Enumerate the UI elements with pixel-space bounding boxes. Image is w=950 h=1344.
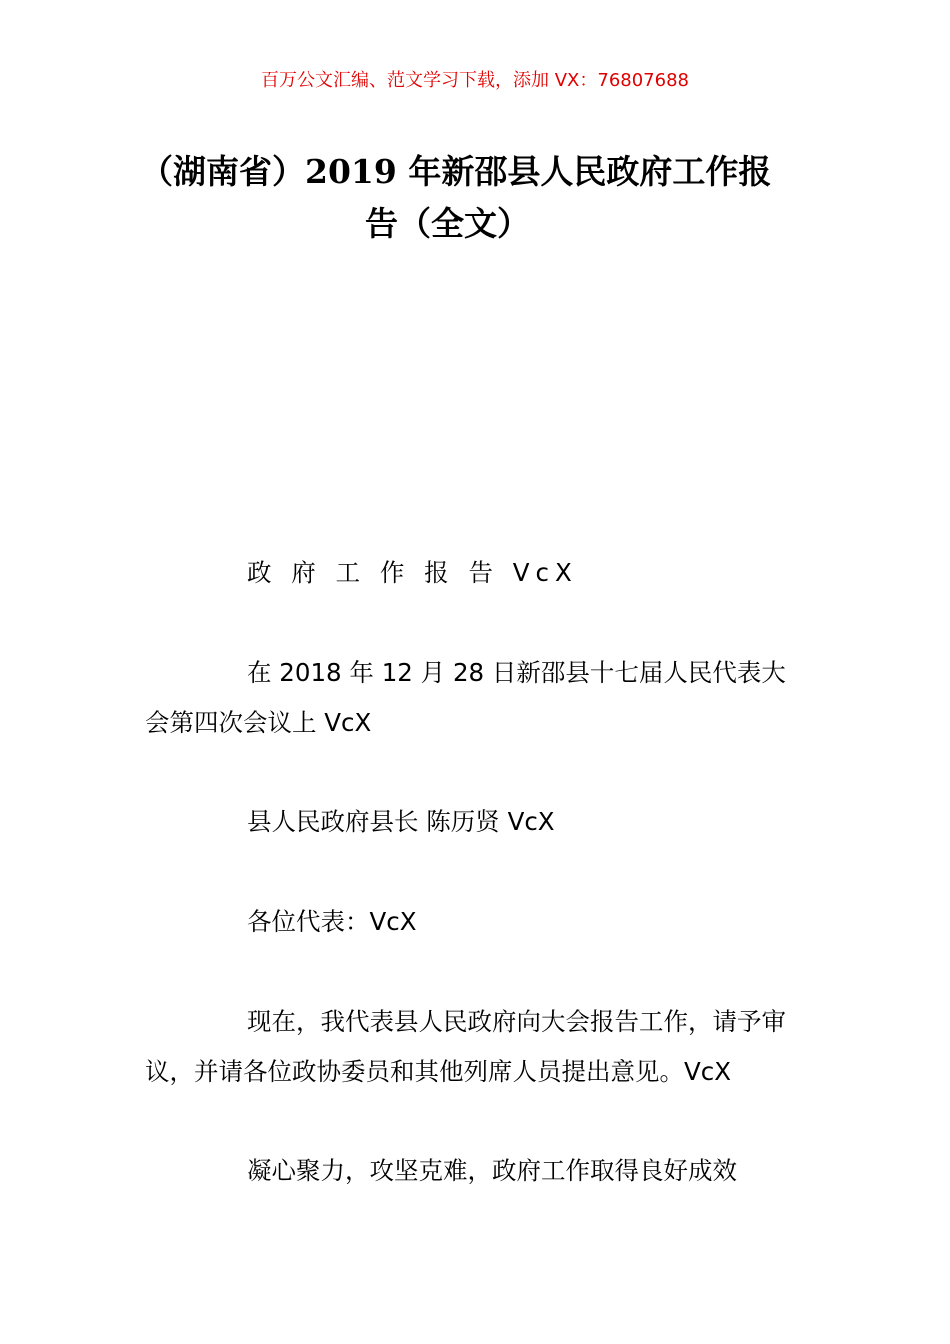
header-watermark-note: 百万公文汇编、范文学习下载，添加 VX：76807688 — [261, 70, 689, 91]
meeting-info: 在 2018 年 12 月 28 日新邵县十七届人民代表大会第四次会议上 VcX — [145, 658, 786, 737]
section-heading: 凝心聚力，攻坚克难，政府工作取得良好成效 — [247, 1156, 737, 1185]
title-line-2: 告（全文） — [365, 204, 530, 243]
report-heading: 政 府 工 作 报 告 VcX — [247, 558, 578, 587]
document-title — [140, 146, 810, 250]
title-line-1: （湖南省）2019 年新邵县人民政府工作报 — [140, 152, 772, 191]
opening-paragraph: 现在，我代表县人民政府向大会报告工作，请予审议，并请各位政协委员和其他列席人员提出意见。VcX — [145, 1007, 786, 1086]
speaker-line: 县人民政府县长 陈历贤 VcX — [247, 807, 555, 836]
salutation: 各位代表：VcX — [247, 907, 417, 936]
